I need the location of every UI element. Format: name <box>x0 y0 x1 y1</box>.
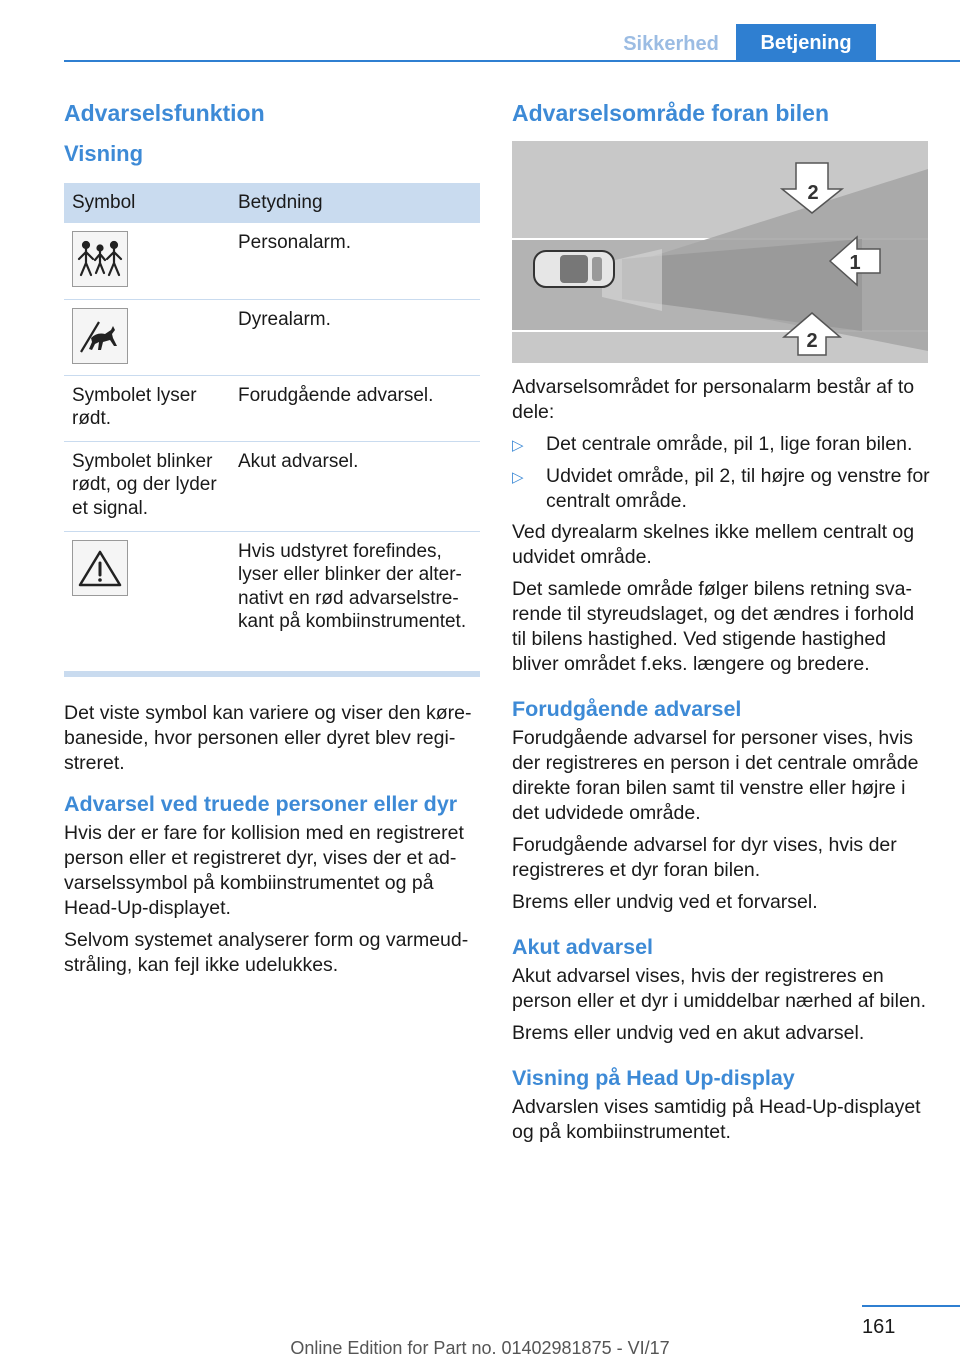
section-title-advarselsfunktion: Advarselsfunktion <box>64 100 265 126</box>
paragraph-prior-brake: Brems eller undvig ved et forvarsel. <box>512 891 818 913</box>
table-row <box>64 531 480 671</box>
section-title-threatened: Advarsel ved truede personer eller dyr <box>64 791 458 816</box>
paragraph-area-intro: Advarselsområdet for personalarm består af to dele: <box>512 376 915 423</box>
meaning-cell: Personalarm. <box>230 223 480 299</box>
pedestrian-alarm-icon <box>72 231 128 287</box>
table-row <box>64 223 480 299</box>
table-row <box>64 375 480 441</box>
warning-triangle-icon <box>72 540 128 596</box>
figure-label-top: 2 <box>807 182 819 204</box>
paragraph-symbol-variation: Det viste symbol kan variere og viser den kørebaneside, hvor personen eller dyret blev registreret. <box>64 701 472 774</box>
symbol-table <box>64 183 480 672</box>
footer-edition: Online Edition for Part no. 01402981875 - VI/17 <box>290 1338 670 1358</box>
symbol-cell <box>64 299 230 375</box>
symbol-cell: Symbolet blinker rødt, og der lyder et signal. <box>64 441 230 531</box>
symbol-cell: Symbolet lyser rødt. <box>64 375 230 441</box>
section-title-warning-area: Advarselsområde foran bilen <box>512 100 829 126</box>
section-title-prior-warning: Forudgående advarsel <box>512 697 742 721</box>
paragraph-analysis: Selvom systemet analyserer form og varmeudstråling, kan fejl ikke udelukkes. <box>64 928 469 976</box>
paragraph-collision: Hvis der er fare for kollision med en registreret person eller et registreret dyr, vises der et advarselssymbol på kombiinstrumentet og på Head-Up-displayet. <box>64 821 464 919</box>
meaning-cell: Hvis udstyret forefindes, lyser eller blinker der alternativt en rød advarselstrekant på kombiinstrumentet. <box>230 531 480 671</box>
list-item: ▷ Det centrale område, pil 1, lige foran bilen. <box>512 432 932 458</box>
figure-label-bottom: 2 <box>806 330 818 352</box>
subsection-title-visning: Visning <box>64 141 144 166</box>
header-divider <box>64 60 960 62</box>
page-number: 161 <box>862 1316 896 1338</box>
section-title-hud: Visning på Head Up-display <box>512 1066 795 1090</box>
paragraph-prior-persons: Forudgående advarsel for personer vises, hvis der registreres en person i det centrale område direkte foran bilen samt til venstre eller højre i det udvidede område. <box>512 727 919 824</box>
meaning-cell: Dyrealarm. <box>230 299 480 375</box>
paragraph-acute: Akut advarsel vises, hvis der registreres en person eller et dyr i umiddelbar nærhed af bilen. <box>512 965 927 1012</box>
triangle-bullet-icon: ▷ <box>512 469 524 486</box>
meaning-cell: Forudgående advarsel. <box>230 375 480 441</box>
meaning-cell: Akut advarsel. <box>230 441 480 531</box>
deer-alarm-icon <box>72 308 128 364</box>
section-title-acute-warning: Akut advarsel <box>512 935 654 959</box>
column-header-symbol: Symbol <box>64 183 230 223</box>
footer-divider <box>862 1305 960 1307</box>
car-icon <box>534 251 614 287</box>
header-tab-sikkerhed[interactable]: Sikkerhed <box>623 32 719 55</box>
left-column <box>64 100 482 985</box>
table-header-row <box>64 183 480 223</box>
table-bottom-rule <box>64 672 480 677</box>
table-row <box>64 299 480 375</box>
header-tab-betjening[interactable]: Betjening <box>736 24 876 62</box>
symbol-cell <box>64 531 230 671</box>
column-header-betydning: Betydning <box>230 183 480 223</box>
symbol-cell <box>64 223 230 299</box>
paragraph-area-follows: Det samlede område følger bilens retning svarende til styreudslaget, og det ændres i forhold til bilens hastighed. Ved stigende hastighed bliver området f.eks. længere og bredere. <box>512 578 915 675</box>
right-column <box>512 100 932 1152</box>
figure-label-middle: 1 <box>849 252 861 274</box>
triangle-bullet-icon: ▷ <box>512 437 524 454</box>
paragraph-prior-animals: Forudgående advarsel for dyr vises, hvis der registreres et dyr foran bilen. <box>512 834 897 881</box>
paragraph-acute-brake: Brems eller undvig ved en akut advarsel. <box>512 1022 865 1044</box>
list-item: ▷ Udvidet område, pil 2, til højre og venstre for centralt område. <box>512 465 930 512</box>
area-bullet-list <box>512 432 932 514</box>
paragraph-animal-area: Ved dyrealarm skelnes ikke mellem centralt og udvidet område. <box>512 521 915 568</box>
paragraph-hud: Advarslen vises samtidig på Head-Up-displayet og på kombiinstrumentet. <box>512 1096 921 1143</box>
warning-area-diagram <box>512 141 928 363</box>
table-row <box>64 441 480 531</box>
